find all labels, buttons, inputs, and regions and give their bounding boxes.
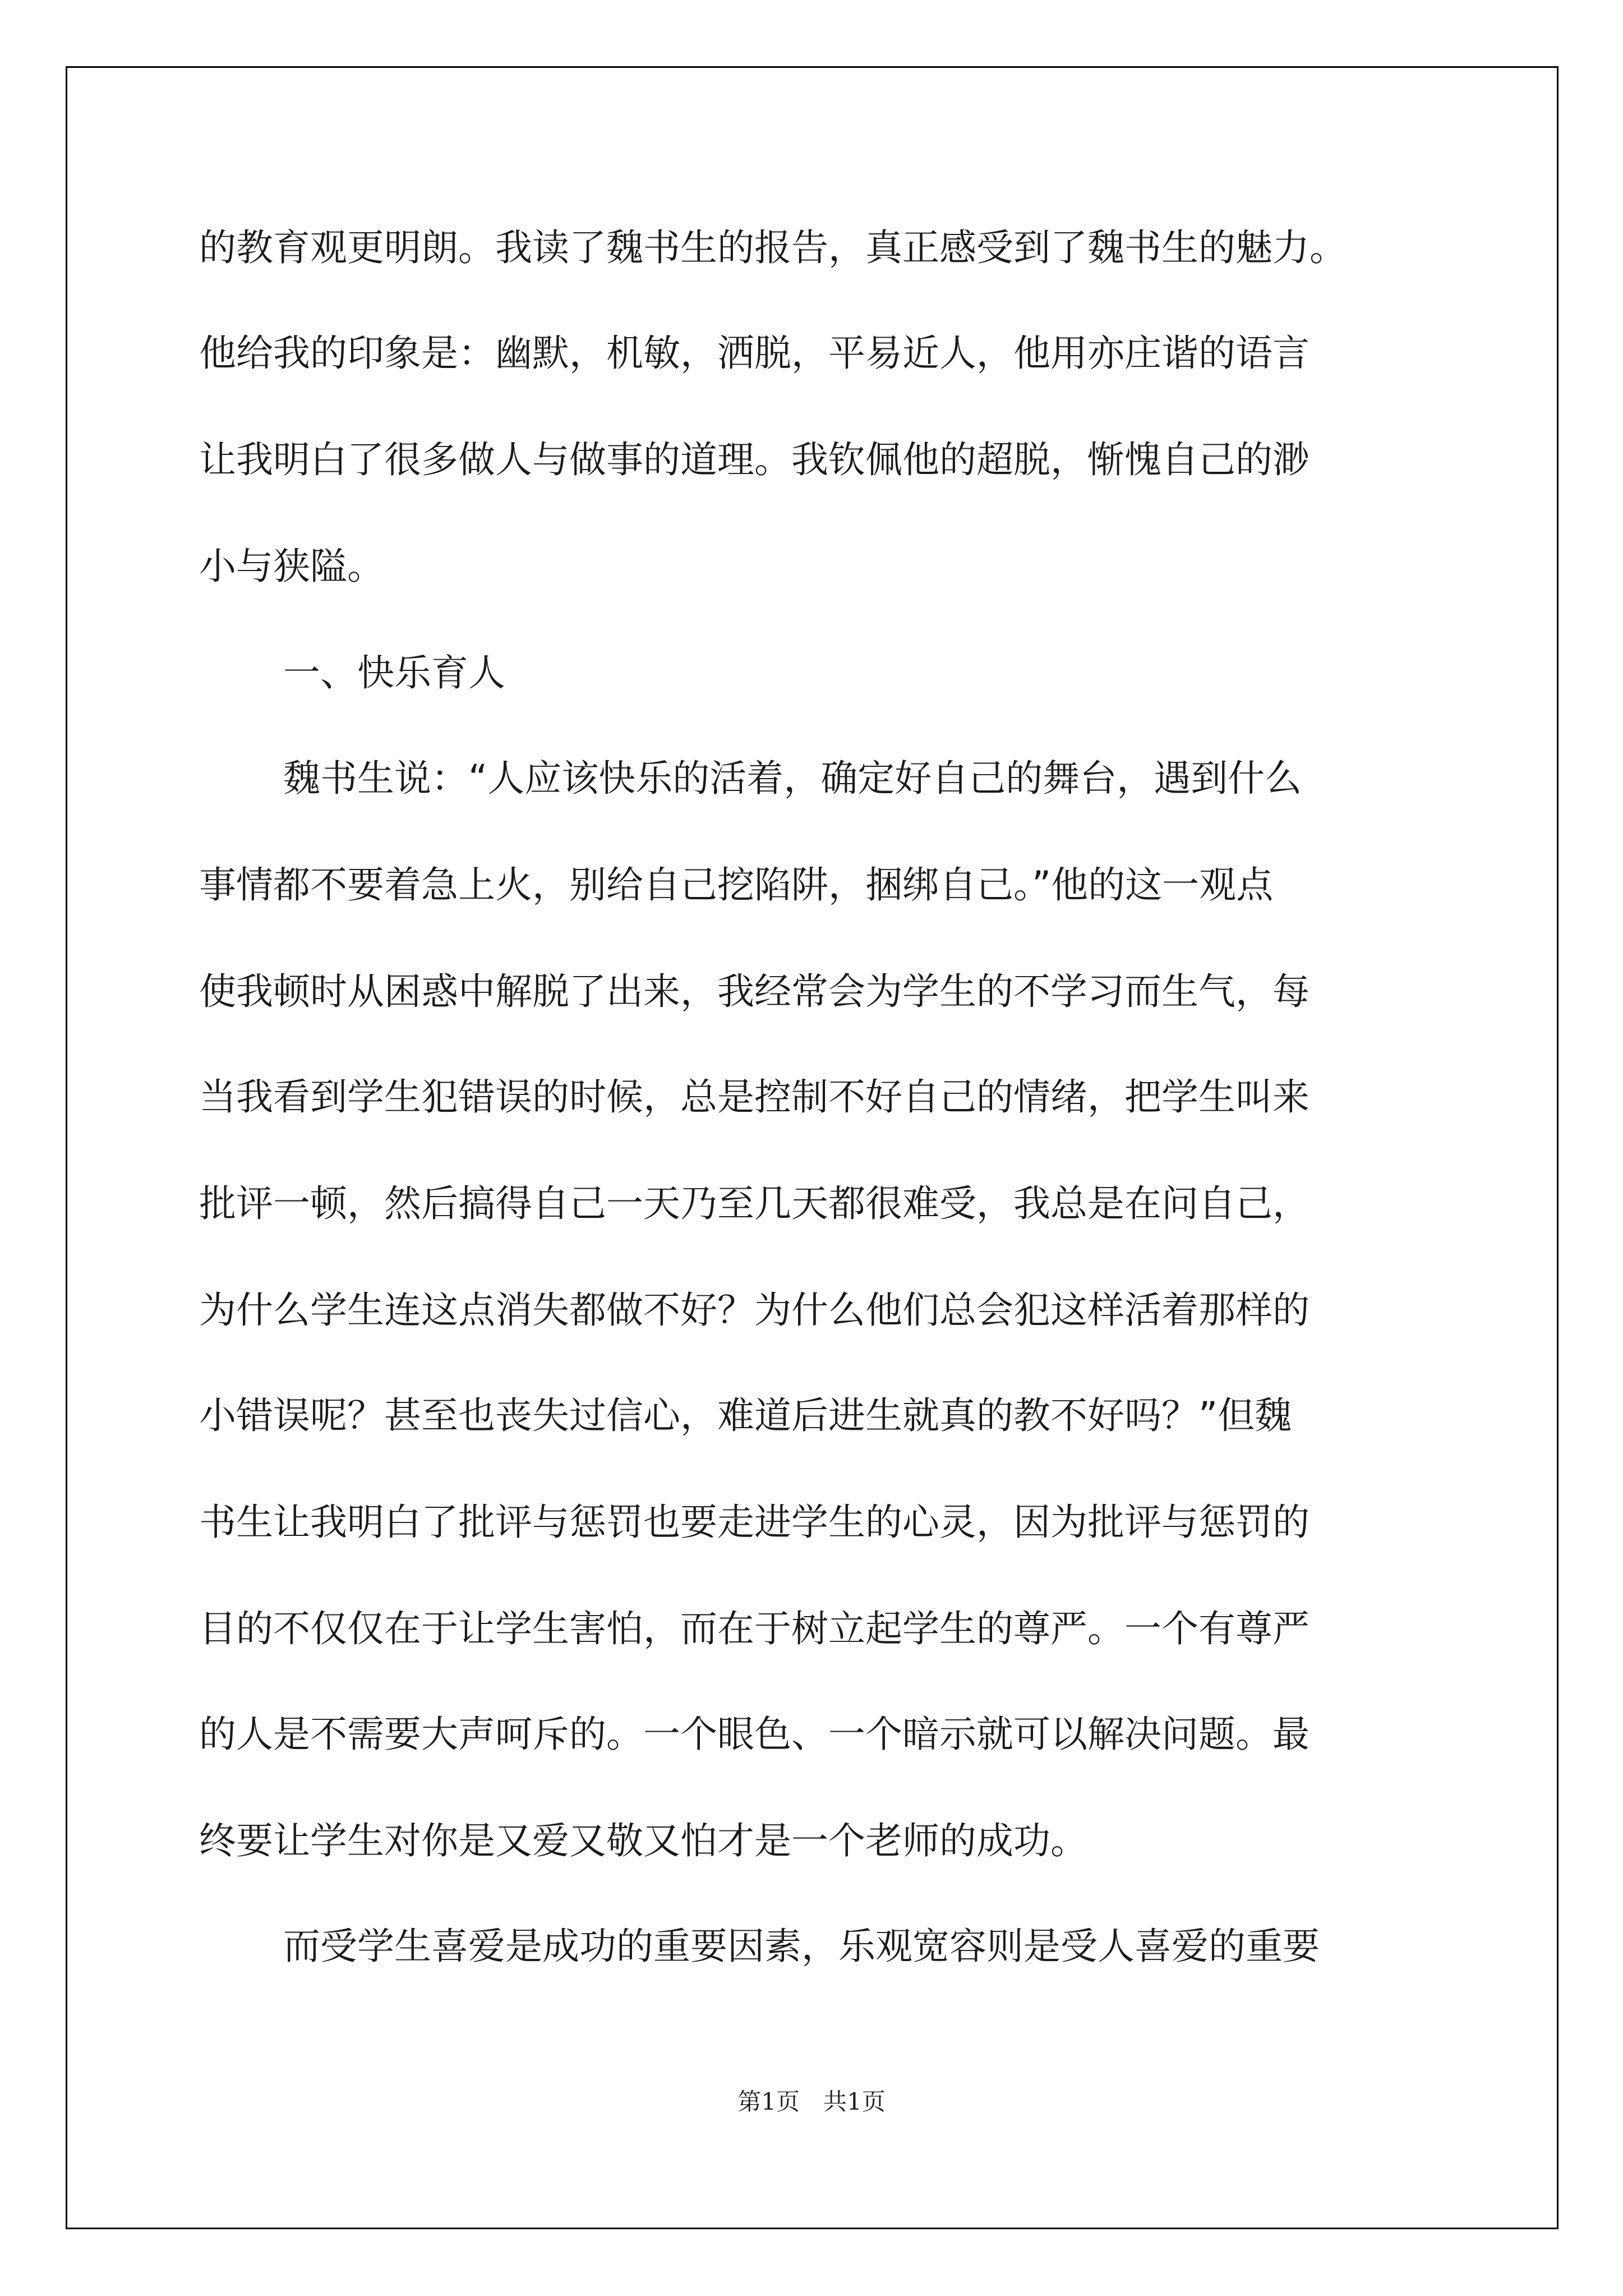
- text-line-15: 的人是不需要大声呵斥的。一个眼色、一个暗示就可以解决问题。最: [199, 1713, 1310, 1756]
- section-heading: 一、快乐育人: [283, 651, 505, 694]
- text-line-16: 终要让学生对你是又爱又敬又怕才是一个老师的成功。: [199, 1819, 1087, 1862]
- text-line-7: 事情都不要着急上火，别给自己挖陷阱，捆绑自己。”他的这一观点: [199, 863, 1274, 907]
- text-line-3: 让我明白了很多做人与做事的道理。我钦佩他的超脱，惭愧自己的渺: [199, 438, 1310, 481]
- text-line-2: 他给我的印象是：幽默，机敏，洒脱，平易近人，他用亦庄谐的语言: [199, 332, 1310, 375]
- paragraph-start-1: 魏书生说：“人应该快乐的活着，确定好自己的舞台，遇到什么: [283, 757, 1302, 800]
- text-line-8: 使我顿时从困惑中解脱了出来，我经常会为学生的不学习而生气，每: [199, 970, 1310, 1013]
- text-line-13: 书生让我明白了批评与惩罚也要走进学生的心灵，因为批评与惩罚的: [199, 1501, 1310, 1544]
- page-border: [66, 66, 1559, 2229]
- text-line-4: 小与狭隘。: [199, 545, 384, 588]
- paragraph-start-2: 而受学生喜爱是成功的重要因素，乐观宽容则是受人喜爱的重要: [283, 1925, 1320, 1968]
- text-line-10: 批评一顿，然后搞得自己一天乃至几天都很难受，我总是在问自己，: [199, 1182, 1310, 1225]
- text-line-14: 目的不仅仅在于让学生害怕，而在于树立起学生的尊严。一个有尊严: [199, 1607, 1310, 1650]
- page-footer: 第1页 共1页: [737, 2088, 886, 2115]
- text-line-9: 当我看到学生犯错误的时候，总是控制不好自己的情绪，把学生叫来: [199, 1075, 1310, 1119]
- text-line-1: 的教育观更明朗。我读了魏书生的报告，真正感受到了魏书生的魅力。: [199, 226, 1347, 269]
- text-line-11: 为什么学生连这点消失都做不好？为什么他们总会犯这样活着那样的: [199, 1289, 1310, 1332]
- text-line-12: 小错误呢？甚至也丧失过信心，难道后进生就真的教不好吗？”但魏: [199, 1394, 1292, 1437]
